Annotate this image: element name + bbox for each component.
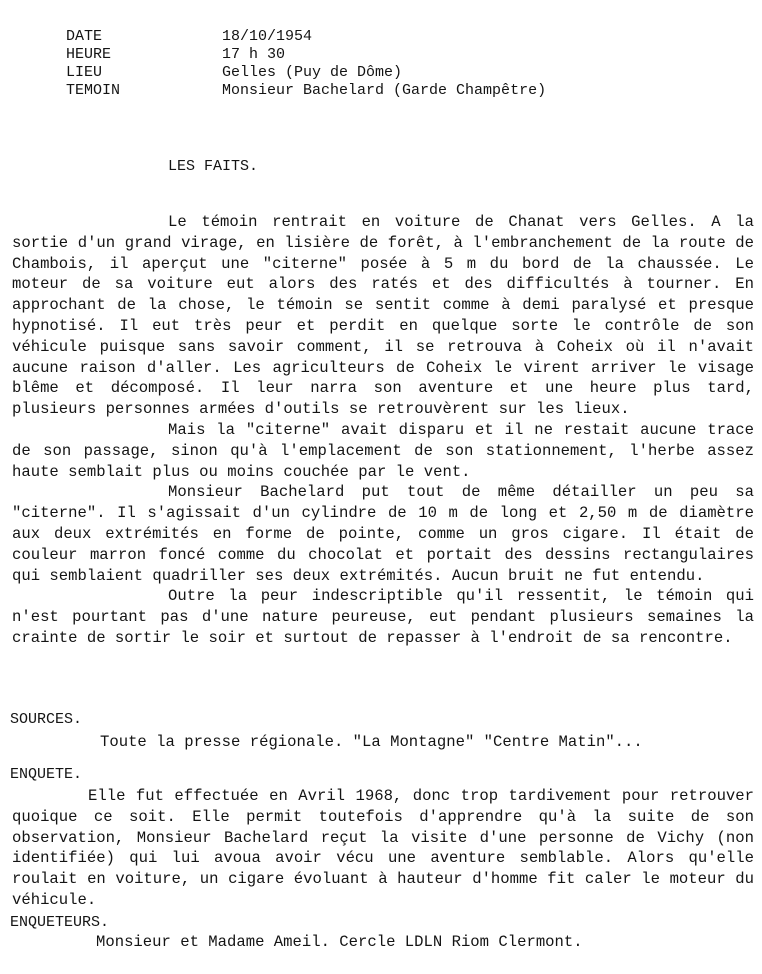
header-label: TEMOIN	[66, 82, 121, 99]
facts-paragraph: Outre la peur indescriptible qu'il ressentit, le témoin qui n'est pourtant pas d'une nature peureuse, eut pendant plusieurs semaines la crainte de sortir le soir et surtout de repasser à l'endroit de sa rencontre.	[12, 587, 754, 647]
header-value: 18/10/1954	[222, 28, 313, 45]
header-value: 17 h 30	[222, 46, 286, 63]
facts-paragraph: Le témoin rentrait en voiture de Chanat vers Gelles. A la sortie d'un grand virage, en lisière de forêt, à l'embranchement de la route de Chambois, il aperçut une "citerne" posée à 5 m du bord de la chaussée. Le moteur de sa voiture eut alors des ratés et des difficultés à tourner. En approchant de la chose, le témoin se sentit comme à demi paralysé et presque hypnotisé. Il eut très peur et perdit en quelque sorte le contrôle de son véhicule puisque sans savoir comment, il se retrouva à Coheix où il n'avait aucune raison d'aller. Les agriculteurs de Coheix le virent arriver le visage blême et décomposé. Il leur narra son aventure et une heure plus tard, plusieurs personnes armées d'outils se retrouvèrent sur les lieux.	[12, 213, 754, 419]
enquete-body	[12, 786, 754, 911]
header-value: Monsieur Bachelard (Garde Champêtre)	[222, 82, 547, 99]
header-label: DATE	[66, 28, 103, 45]
facts-paragraph: Monsieur Bachelard put tout de même détailler un peu sa "citerne". Il s'agissait d'un cylindre de 10 m de long et 2,50 m de diamètre aux deux extrémités en forme de pointe, comme un gros cigare. Il était de couleur marron foncé comme du chocolat et portait des dessins rectangulaires qui semblaient quadriller ses deux extrémités. Aucun bruit ne fut entendu.	[12, 483, 754, 585]
sources-text: Toute la presse régionale. "La Montagne" "Centre Matin"...	[100, 733, 643, 751]
enquete-paragraph: Elle fut effectuée en Avril 1968, donc trop tardivement pour retrouver quoique ce soit. Elle permit toutefois d'apprendre qu'à la suite de son observation, Monsieur Bachelard reçut la visite d'une personne de Vichy (non identifiée) qui lui avoua avoir vécu une aventure semblable. Alors qu'elle roulait en voiture, un cigare évoluant à hauteur d'homme fit caler le moteur du véhicule.	[12, 787, 754, 909]
facts-body	[12, 212, 754, 649]
facts-heading: LES FAITS.	[168, 158, 259, 175]
header-value: Gelles (Puy de Dôme)	[222, 64, 403, 81]
enqueteurs-heading: ENQUETEURS.	[10, 914, 110, 931]
facts-paragraph: Mais la "citerne" avait disparu et il ne restait aucune trace de son passage, sinon qu'à l'emplacement de son stationnement, l'herbe assez haute semblait plus ou moins couchée par le vent.	[12, 420, 754, 481]
sources-heading: SOURCES.	[10, 711, 83, 728]
header-row-date	[12, 10, 546, 45]
enquete-heading: ENQUETE.	[10, 766, 83, 783]
header-label: LIEU	[66, 64, 103, 81]
report-header	[12, 10, 547, 99]
header-label: HEURE	[66, 46, 112, 63]
enqueteurs-text: Monsieur et Madame Ameil. Cercle LDLN Riom Clermont.	[96, 933, 583, 951]
